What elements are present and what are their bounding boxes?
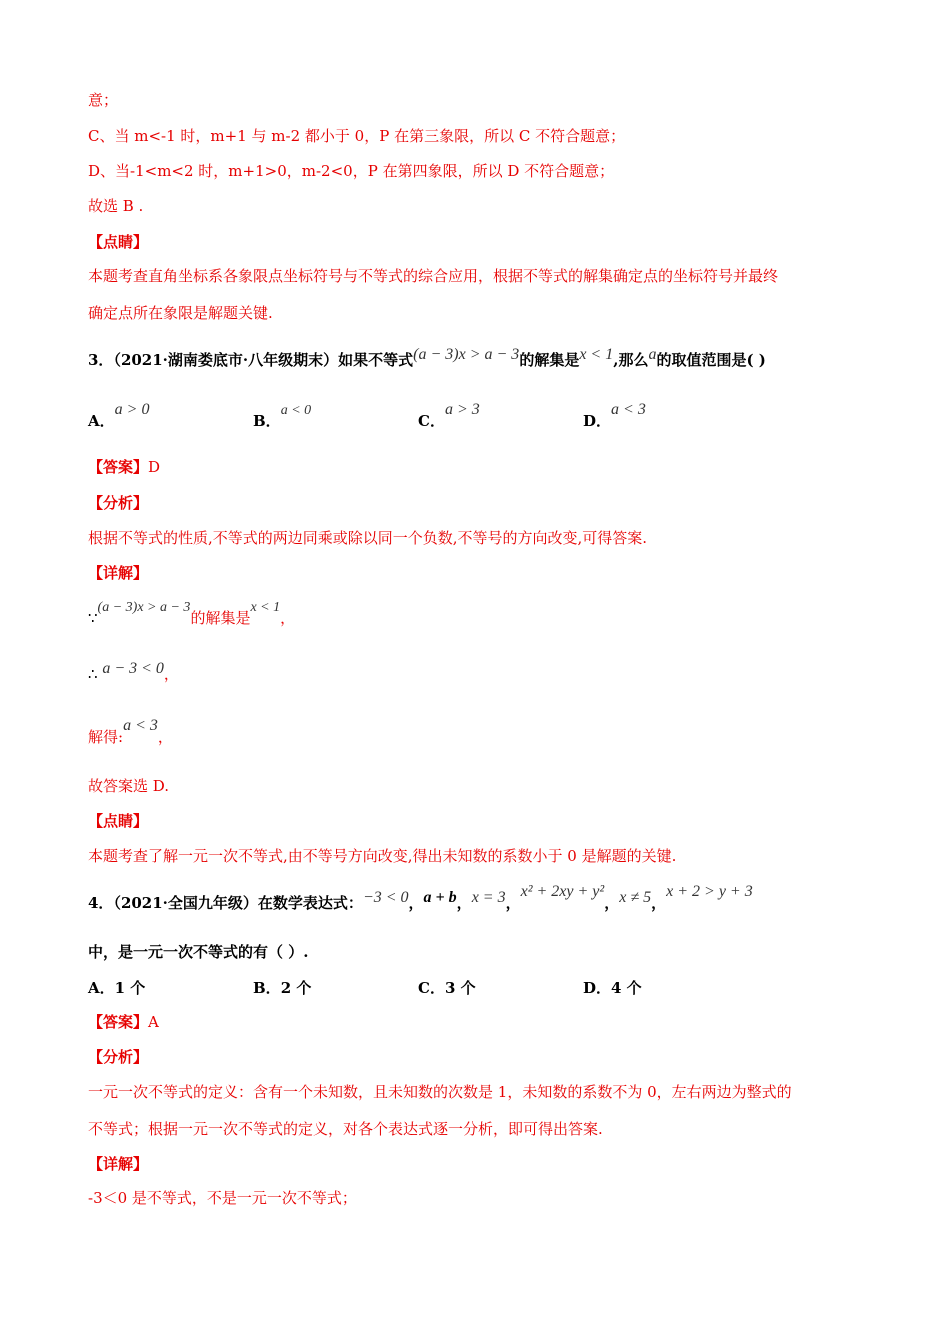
text-line: C、当 m<-1 时，m+1 与 m-2 都小于 0，P 在第三象限，所以 C 不符合题意；	[88, 127, 626, 145]
option-label: D．	[583, 979, 612, 997]
option-label: D．	[583, 412, 612, 430]
math-expression: a < 0	[280, 403, 312, 418]
section-tag: 【点睛】	[88, 812, 149, 830]
option-text: 3 个	[444, 979, 476, 997]
separator: ，	[408, 894, 424, 912]
question-text: 的取值范围是( )	[656, 351, 766, 369]
math-expression: x + 2 > y + 3	[666, 883, 753, 900]
answer-value: A	[148, 1013, 159, 1031]
option-label: B．	[253, 412, 281, 430]
option-text: 1 个	[114, 979, 146, 997]
option-c	[418, 977, 476, 998]
option-label: A．	[88, 412, 115, 430]
math-expression: a < 3	[611, 401, 646, 418]
math-expression: x < 1	[250, 600, 281, 615]
question-text: 如果不等式	[338, 351, 414, 369]
math-expression: a + b	[423, 889, 457, 906]
question-3-stem	[88, 346, 766, 371]
math-expression: (a − 3)x > a − 3	[97, 600, 191, 615]
text-line: 根据不等式的性质,不等式的两边同乘或除以同一个负数,不等号的方向改变,可得答案.	[88, 529, 648, 547]
text: ，	[280, 609, 296, 627]
option-c	[418, 401, 480, 431]
text-line: -3＜0 是不等式，不是一元一次不等式；	[88, 1189, 357, 1207]
math-expression: a < 3	[123, 717, 158, 734]
math-variable: a	[648, 346, 657, 363]
question-number: 3．	[88, 351, 114, 369]
option-b	[253, 977, 311, 998]
text-line: 本题考查了解一元一次不等式,由不等号方向改变,得出未知数的系数小于 0 是解题的关键.	[88, 847, 677, 865]
option-label: B．	[253, 979, 281, 997]
math-expression: (a − 3)x > a − 3	[413, 346, 520, 363]
option-text: 4 个	[611, 979, 642, 997]
math-expression: x < 1	[579, 346, 614, 363]
text-line: 意；	[88, 91, 119, 109]
detail-line	[88, 600, 296, 630]
separator: ，	[651, 894, 667, 912]
text-line: 故选 B .	[88, 197, 144, 215]
question-text: 中，是一元一次不等式的有（ ）.	[88, 943, 309, 961]
section-tag: 【答案】	[88, 1013, 149, 1031]
option-a	[88, 401, 150, 431]
math-expression: x² + 2xy + y²	[520, 883, 605, 900]
option-b	[253, 403, 312, 431]
section-tag: 【分析】	[88, 494, 149, 512]
math-expression: a > 0	[114, 401, 150, 418]
section-tag: 【点睛】	[88, 233, 149, 251]
question-source: （2021·全国九年级）	[113, 894, 258, 912]
question-text: 的解集是	[519, 351, 580, 369]
separator: ，	[505, 894, 521, 912]
text-line: 本题考查直角坐标系各象限点坐标符号与不等式的综合应用，根据不等式的解集确定点的坐标符号并最终	[88, 267, 779, 285]
text-line: 故答案选 D.	[88, 777, 170, 795]
detail-line	[88, 660, 179, 685]
text: ，	[157, 728, 173, 746]
question-source: （2021·湖南娄底市·八年级期末）	[113, 351, 339, 369]
section-tag: 【详解】	[88, 1155, 149, 1173]
option-label: C．	[418, 979, 445, 997]
question-4-stem	[88, 883, 753, 914]
text-line: 确定点所在象限是解题关键.	[88, 304, 273, 322]
option-d	[583, 401, 646, 431]
text: 的解集是	[190, 609, 251, 627]
separator: ，	[604, 894, 620, 912]
text-line: D、当-1<m<2 时，m+1>0，m-2<0，P 在第四象限，所以 D 不符合题意；	[88, 162, 615, 180]
therefore-symbol: ∴	[88, 665, 98, 683]
section-tag: 【答案】	[88, 458, 149, 476]
answer-line	[88, 1012, 159, 1032]
option-label: C．	[418, 412, 445, 430]
option-d	[583, 977, 642, 998]
section-tag: 【详解】	[88, 564, 149, 582]
math-expression: x = 3	[471, 889, 506, 906]
math-expression: a − 3 < 0	[102, 660, 164, 677]
option-text: 2 个	[280, 979, 312, 997]
math-expression: a > 3	[444, 401, 480, 418]
text-line: 不等式；根据一元一次不等式的定义，对各个表达式逐一分析，即可得出答案.	[88, 1120, 603, 1138]
text: ，	[163, 665, 179, 683]
answer-value: D	[148, 458, 161, 476]
section-tag: 【分析】	[88, 1048, 149, 1066]
separator: ，	[456, 894, 472, 912]
question-text: 在数学表达式：	[257, 894, 363, 912]
question-number: 4．	[88, 894, 114, 912]
question-text: ,那么	[613, 351, 649, 369]
text-line: 一元一次不等式的定义：含有一个未知数，且未知数的次数是 1，未知数的系数不为 0，左右两边为整式的	[88, 1083, 792, 1101]
math-expression: −3 < 0	[362, 889, 409, 906]
because-symbol: ∵	[88, 609, 98, 627]
answer-line	[88, 457, 160, 477]
option-label: A．	[88, 979, 115, 997]
option-a	[88, 977, 145, 998]
math-expression: x ≠ 5	[619, 889, 652, 906]
text: 解得:	[88, 728, 124, 746]
detail-line	[88, 717, 173, 748]
